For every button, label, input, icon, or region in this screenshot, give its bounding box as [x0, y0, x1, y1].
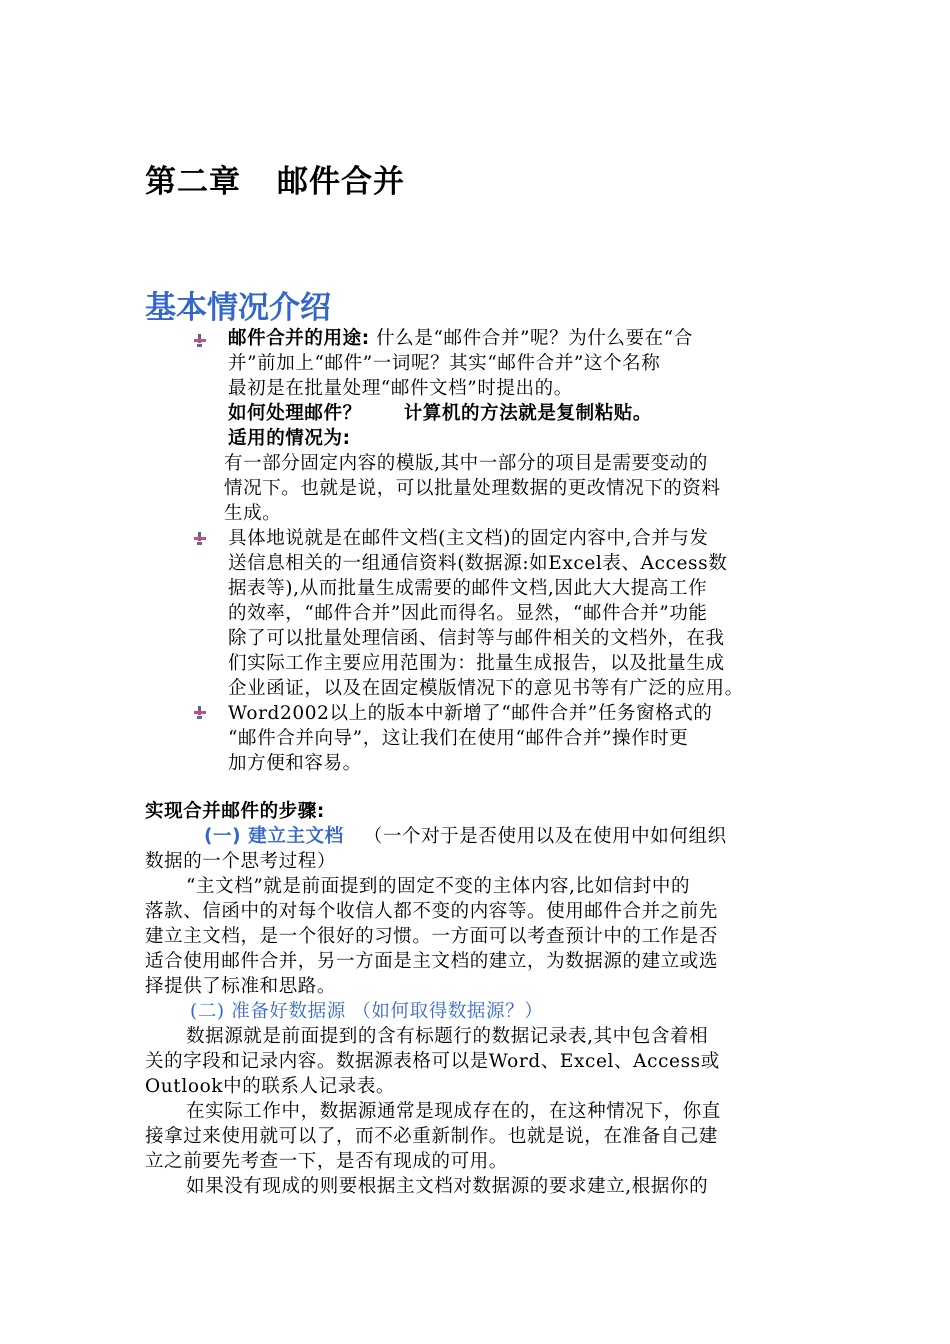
bullet-3-line: Word2002以上的版本中新增了“邮件合并”任务窗格式的 [228, 703, 713, 724]
step-1-heading: (一) 建立主文档 [204, 826, 344, 847]
paragraph-line: 在实际工作中，数据源通常是现成存在的，在这种情况下，你直 [186, 1101, 721, 1122]
bullet-3-line: “邮件合并向导”，这让我们在使用“邮件合并”操作时更 [228, 728, 689, 749]
bullet-1-line-1: 邮件合并的用途: 什么是“邮件合并”呢？为什么要在“合 [228, 328, 693, 349]
chapter-heading [145, 156, 405, 201]
paragraph-line: 接拿过来使用就可以了，而不必重新制作。也就是说，在准备自己建 [145, 1126, 719, 1147]
chapter-title: 邮件合并 [277, 164, 405, 200]
paragraph-line: 建立主文档，是一个很好的习惯。一方面可以考查预计中的工作是否 [145, 926, 719, 947]
bullet-3-line: 加方便和容易。 [228, 753, 362, 774]
bullet-1-case-line-3: 生成。 [224, 503, 282, 524]
paragraph-line: 数据源就是前面提到的含有标题行的数据记录表,其中包含着相 [186, 1026, 709, 1047]
paragraph-line: Outlook中的联系人记录表。 [145, 1076, 396, 1097]
chapter-number: 第二章 [145, 164, 241, 200]
bullet-arrow-icon [193, 706, 207, 720]
step-1-note: 数据的一个思考过程） [145, 851, 337, 872]
bullet-2-line: 据表等),从而批量生成需要的邮件文档,因此大大提高工作 [228, 578, 708, 599]
paragraph-line: 如果没有现成的则要根据主文档对数据源的要求建立,根据你的 [186, 1176, 709, 1197]
bullet-2-line: 企业函证，以及在固定模版情况下的意见书等有广泛的应用。 [228, 678, 744, 699]
paragraph-line: 立之前要先考查一下，是否有现成的可用。 [145, 1151, 508, 1172]
bullet-2-line: 的效率，“邮件合并”因此而得名。显然，“邮件合并”功能 [228, 603, 708, 624]
paragraph-line: “主文档”就是前面提到的固定不变的主体内容,比如信封中的 [186, 876, 691, 897]
section-title: 基本情况介绍 [145, 290, 331, 326]
bullet-1-line-3: 最初是在批量处理“邮件文档”时提出的。 [228, 378, 573, 399]
bullet-1-case-line-1: 有一部分固定内容的模版,其中一部分的项目是需要变动的 [224, 453, 708, 474]
step-2-heading: (二) 准备好数据源 （如何取得数据源？） [190, 1001, 544, 1022]
bullet-2-line: 送信息相关的一组通信资料(数据源:如Excel表、Access数 [228, 553, 728, 574]
paragraph-line: 落款、信函中的对每个收信人都不变的内容等。使用邮件合并之前先 [145, 901, 719, 922]
bullet-1-case-line-2: 情况下。也就是说，可以批量处理数据的更改情况下的资料 [224, 478, 721, 499]
paragraph-line: 择提供了标准和思路。 [145, 976, 337, 997]
step-1-line: (一) 建立主文档 （一个对于是否使用以及在使用中如何组织 [204, 826, 727, 847]
steps-title: 实现合并邮件的步骤: [145, 801, 325, 822]
bullet-1-line-2: 并”前加上“邮件”一词呢？其实“邮件合并”这个名称 [228, 353, 661, 374]
bullet-1-question: 如何处理邮件？ 计算机的方法就是复制粘贴。 [228, 403, 653, 424]
bullet-2-line: 们实际工作主要应用范围为：批量生成报告，以及批量生成 [228, 653, 725, 674]
paragraph-line: 关的字段和记录内容。数据源表格可以是Word、Excel、Access或 [145, 1051, 720, 1072]
bullet-1-label: 邮件合并的用途: [228, 328, 370, 349]
bullet-2-line: 具体地说就是在邮件文档(主文档)的固定内容中,合并与发 [228, 528, 709, 549]
paragraph-line: 适合使用邮件合并，另一方面是主文档的建立，为数据源的建立或选 [145, 951, 719, 972]
bullet-arrow-icon [193, 334, 207, 348]
bullet-2-line: 除了可以批量处理信函、信封等与邮件相关的文档外，在我 [228, 628, 725, 649]
bullet-arrow-icon [193, 532, 207, 546]
bullet-1-cases-label: 适用的情况为: [228, 428, 351, 449]
